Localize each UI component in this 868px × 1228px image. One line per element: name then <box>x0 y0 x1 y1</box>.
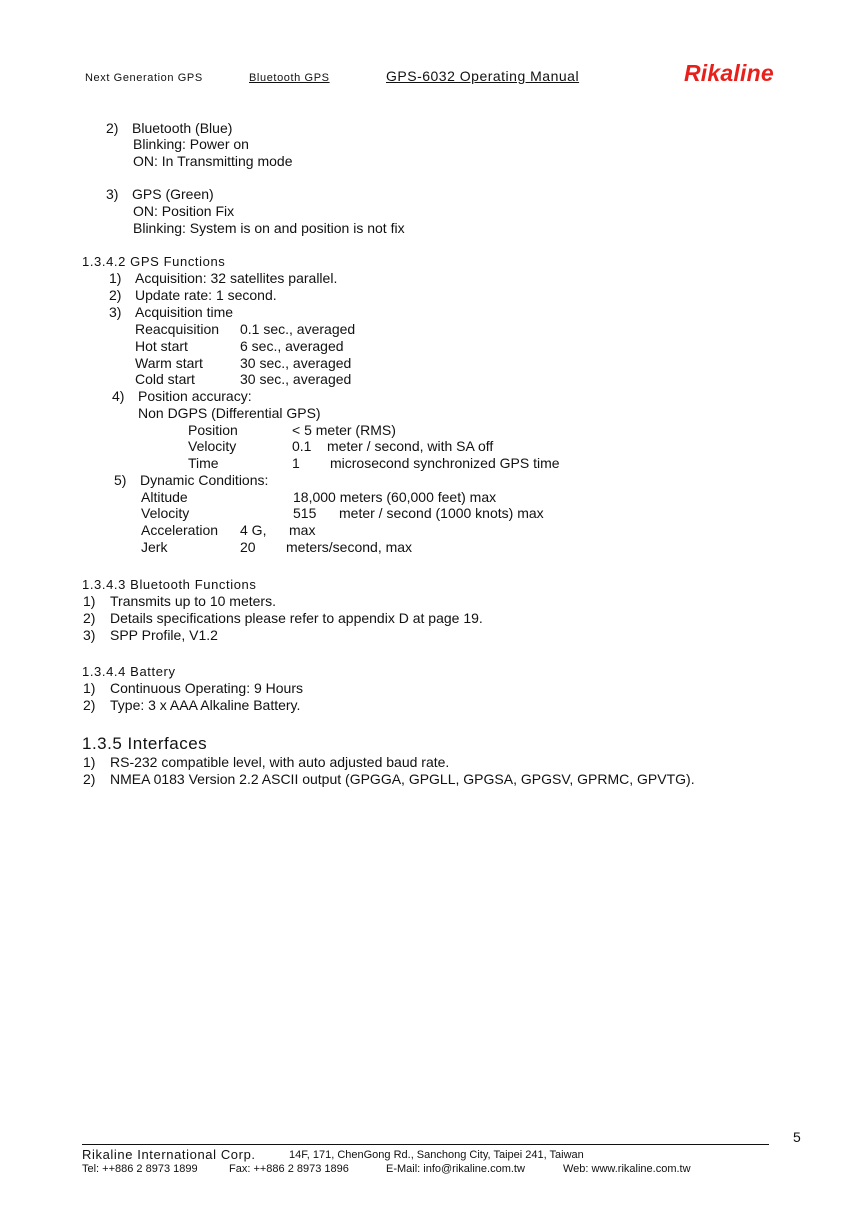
list-item: Update rate: 1 second. <box>135 287 277 303</box>
spec-value: 0.1 sec., averaged <box>240 321 356 337</box>
led-gps-line: Blinking: System is on and position is not fix <box>133 220 405 236</box>
section-heading: 1.3.4.4 Battery <box>82 664 176 679</box>
spec-number: 515 <box>293 505 317 521</box>
spec-label: Altitude <box>141 489 188 505</box>
led-gps-line: ON: Position Fix <box>133 203 235 219</box>
spec-label: Warm start <box>135 355 203 371</box>
footer-fax: Fax: ++886 2 8973 1896 <box>229 1163 349 1175</box>
page-number: 5 <box>793 1129 801 1145</box>
section-heading: 1.3.5 Interfaces <box>82 734 208 753</box>
list-item: Dynamic Conditions: <box>140 472 269 488</box>
spec-label: Time <box>188 455 219 471</box>
spec-value: 30 sec., averaged <box>240 371 352 387</box>
spec-value: < 5 meter (RMS) <box>292 422 396 438</box>
spec-value: 18,000 meters (60,000 feet) max <box>293 489 497 505</box>
list-item: SPP Profile, V1.2 <box>110 627 218 643</box>
list-number: 1) <box>83 680 96 696</box>
list-item: Details specifications please refer to appendix D at page 19. <box>110 610 483 626</box>
list-number: 2) <box>106 120 119 136</box>
header-category-link[interactable]: Bluetooth GPS <box>249 72 330 84</box>
list-item: Acquisition time <box>135 304 234 320</box>
list-item: Continuous Operating: 9 Hours <box>110 680 303 696</box>
spec-value: meter / second (1000 knots) max <box>339 505 544 521</box>
spec-label: Position <box>188 422 238 438</box>
spec-number: 0.1 <box>292 438 312 454</box>
list-number: 5) <box>114 472 127 488</box>
spec-label: Velocity <box>141 505 190 521</box>
spec-value: 30 sec., averaged <box>240 355 352 371</box>
list-number: 2) <box>83 771 96 787</box>
led-gps-title: GPS (Green) <box>132 186 214 202</box>
led-bluetooth-line: ON: In Transmitting mode <box>133 153 293 169</box>
list-number: 1) <box>83 593 96 609</box>
list-number: 2) <box>109 287 122 303</box>
list-number: 1) <box>109 270 122 286</box>
list-item: Transmits up to 10 meters. <box>110 593 276 609</box>
led-bluetooth-line: Blinking: Power on <box>133 136 249 152</box>
list-number: 3) <box>83 627 96 643</box>
list-item: NMEA 0183 Version 2.2 ASCII output (GPGGA, GPGLL, GPGSA, GPGSV, GPRMC, GPVTG). <box>110 771 695 787</box>
spec-label: Velocity <box>188 438 237 454</box>
footer-company: Rikaline International Corp. <box>82 1147 256 1162</box>
footer-tel: Tel: ++886 2 8973 1899 <box>82 1163 198 1175</box>
led-bluetooth-title: Bluetooth (Blue) <box>132 120 233 136</box>
footer-address: 14F, 171, ChenGong Rd., Sanchong City, Taipei 241, Taiwan <box>289 1149 584 1161</box>
spec-number: 20 <box>240 539 256 555</box>
sub-heading: Non DGPS (Differential GPS) <box>138 405 321 421</box>
footer-email[interactable]: E-Mail: info@rikaline.com.tw <box>386 1163 525 1175</box>
spec-label: Acceleration <box>141 522 219 538</box>
list-item: Acquisition: 32 satellites parallel. <box>135 270 338 286</box>
spec-number: 1 <box>292 455 300 471</box>
list-number: 3) <box>106 186 119 202</box>
spec-number: 4 G, <box>240 522 267 538</box>
spec-label: Jerk <box>141 539 168 555</box>
list-number: 1) <box>83 754 96 770</box>
spec-value: meter / second, with SA off <box>327 438 494 454</box>
list-item: RS-232 compatible level, with auto adjusted baud rate. <box>110 754 450 770</box>
header-product-line: Next Generation GPS <box>85 72 203 84</box>
list-item: Type: 3 x AAA Alkaline Battery. <box>110 697 301 713</box>
spec-label: Hot start <box>135 338 188 354</box>
spec-value: microsecond synchronized GPS time <box>330 455 560 471</box>
footer-divider <box>82 1144 769 1145</box>
header-manual-title[interactable]: GPS-6032 Operating Manual <box>386 68 580 84</box>
list-number: 4) <box>112 388 125 404</box>
spec-label: Reacquisition <box>135 321 220 337</box>
section-heading: 1.3.4.3 Bluetooth Functions <box>82 577 257 592</box>
list-item: Position accuracy: <box>138 388 252 404</box>
spec-label: Cold start <box>135 371 195 387</box>
list-number: 3) <box>109 304 122 320</box>
list-number: 2) <box>83 697 96 713</box>
spec-value: 6 sec., averaged <box>240 338 344 354</box>
brand-logo: Rikaline <box>684 60 774 86</box>
spec-value: max <box>289 522 316 538</box>
list-number: 2) <box>83 610 96 626</box>
spec-value: meters/second, max <box>286 539 413 555</box>
section-heading: 1.3.4.2 GPS Functions <box>82 254 226 269</box>
footer-web[interactable]: Web: www.rikaline.com.tw <box>563 1163 691 1175</box>
